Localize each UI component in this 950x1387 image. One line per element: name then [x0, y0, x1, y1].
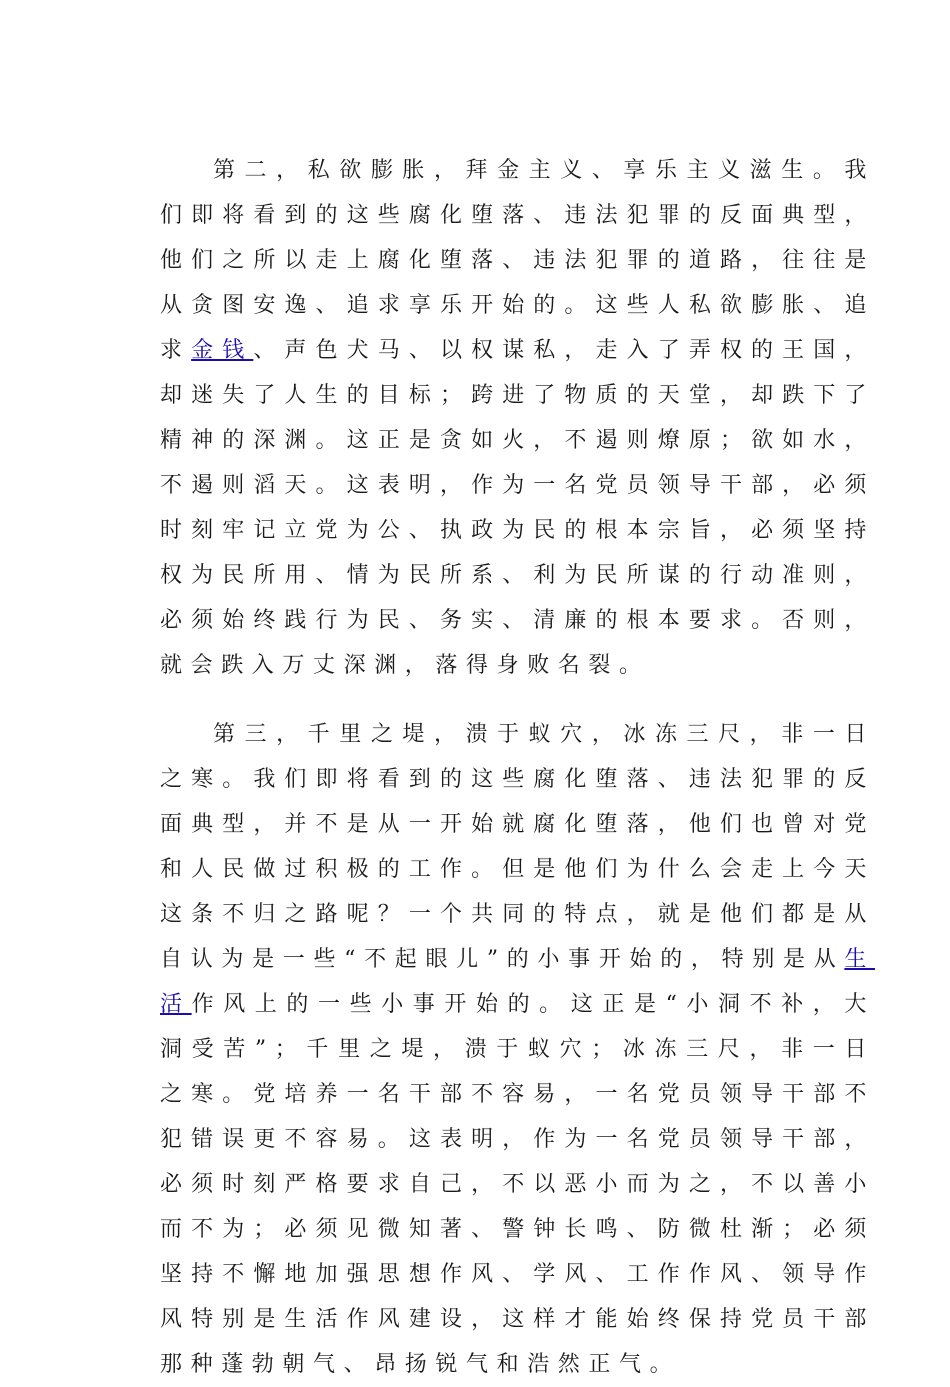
- paragraph-third: [160, 712, 875, 1387]
- paragraph-second: [160, 148, 875, 688]
- paragraph-text: 作风上的一些小事开始的。这正是“小洞不补，大洞受苦”；千里之堤，溃于蚁穴；冰冻三尺，非一日之寒。党培养一名干部不容易，一名党员领导干部不犯错误更不容易。这表明，作为一名党员领导干部，必须时刻严格要求自己，不以恶小而为之，不以善小而不为；必须见微知著、警钟长鸣、防微杜渐；必须坚持不懈地加强思想作风、学风、工作作风、领导作风特别是生活作风建设，这样才能始终保持党员干部那种蓬勃朝气、昂扬锐气和浩然正气。: [160, 992, 875, 1377]
- paragraph-text: 、声色犬马、以权谋私，走入了弄权的王国，却迷失了人生的目标；跨进了物质的天堂，却跌下了精神的深渊。这正是贪如火，不遏则燎原；欲如水，不遏则滔天。这表明，作为一名党员领导干部，必须时刻牢记立党为公、执政为民的根本宗旨，必须坚持权为民所用、情为民所系、利为民所谋的行动准则，必须始终践行为民、务实、清廉的根本要求。否则，就会跌入万丈深渊，落得身败名裂。: [160, 338, 875, 678]
- paragraph-text: 第三，千里之堤，溃于蚁穴，冰冻三尺，非一日之寒。我们即将看到的这些腐化堕落、违法犯罪的反面典型，并不是从一开始就腐化堕落，他们也曾对党和人民做过积极的工作。但是他们为什么会走上今天这条不归之路呢？一个共同的特点，就是他们都是从自认为是一些“不起眼儿”的小事开始的，特别是从: [160, 722, 875, 972]
- document-page: [160, 148, 875, 1387]
- link-shenghuo[interactable]: 生活: [160, 947, 875, 1017]
- link-jinqian[interactable]: 金钱: [191, 338, 254, 363]
- paragraph-text: 第二，私欲膨胀，拜金主义、享乐主义滋生。我们即将看到的这些腐化堕落、违法犯罪的反面典型，他们之所以走上腐化堕落、违法犯罪的道路，往往是从贪图安逸、追求享乐开始的。这些人私欲膨胀、追求: [160, 158, 875, 363]
